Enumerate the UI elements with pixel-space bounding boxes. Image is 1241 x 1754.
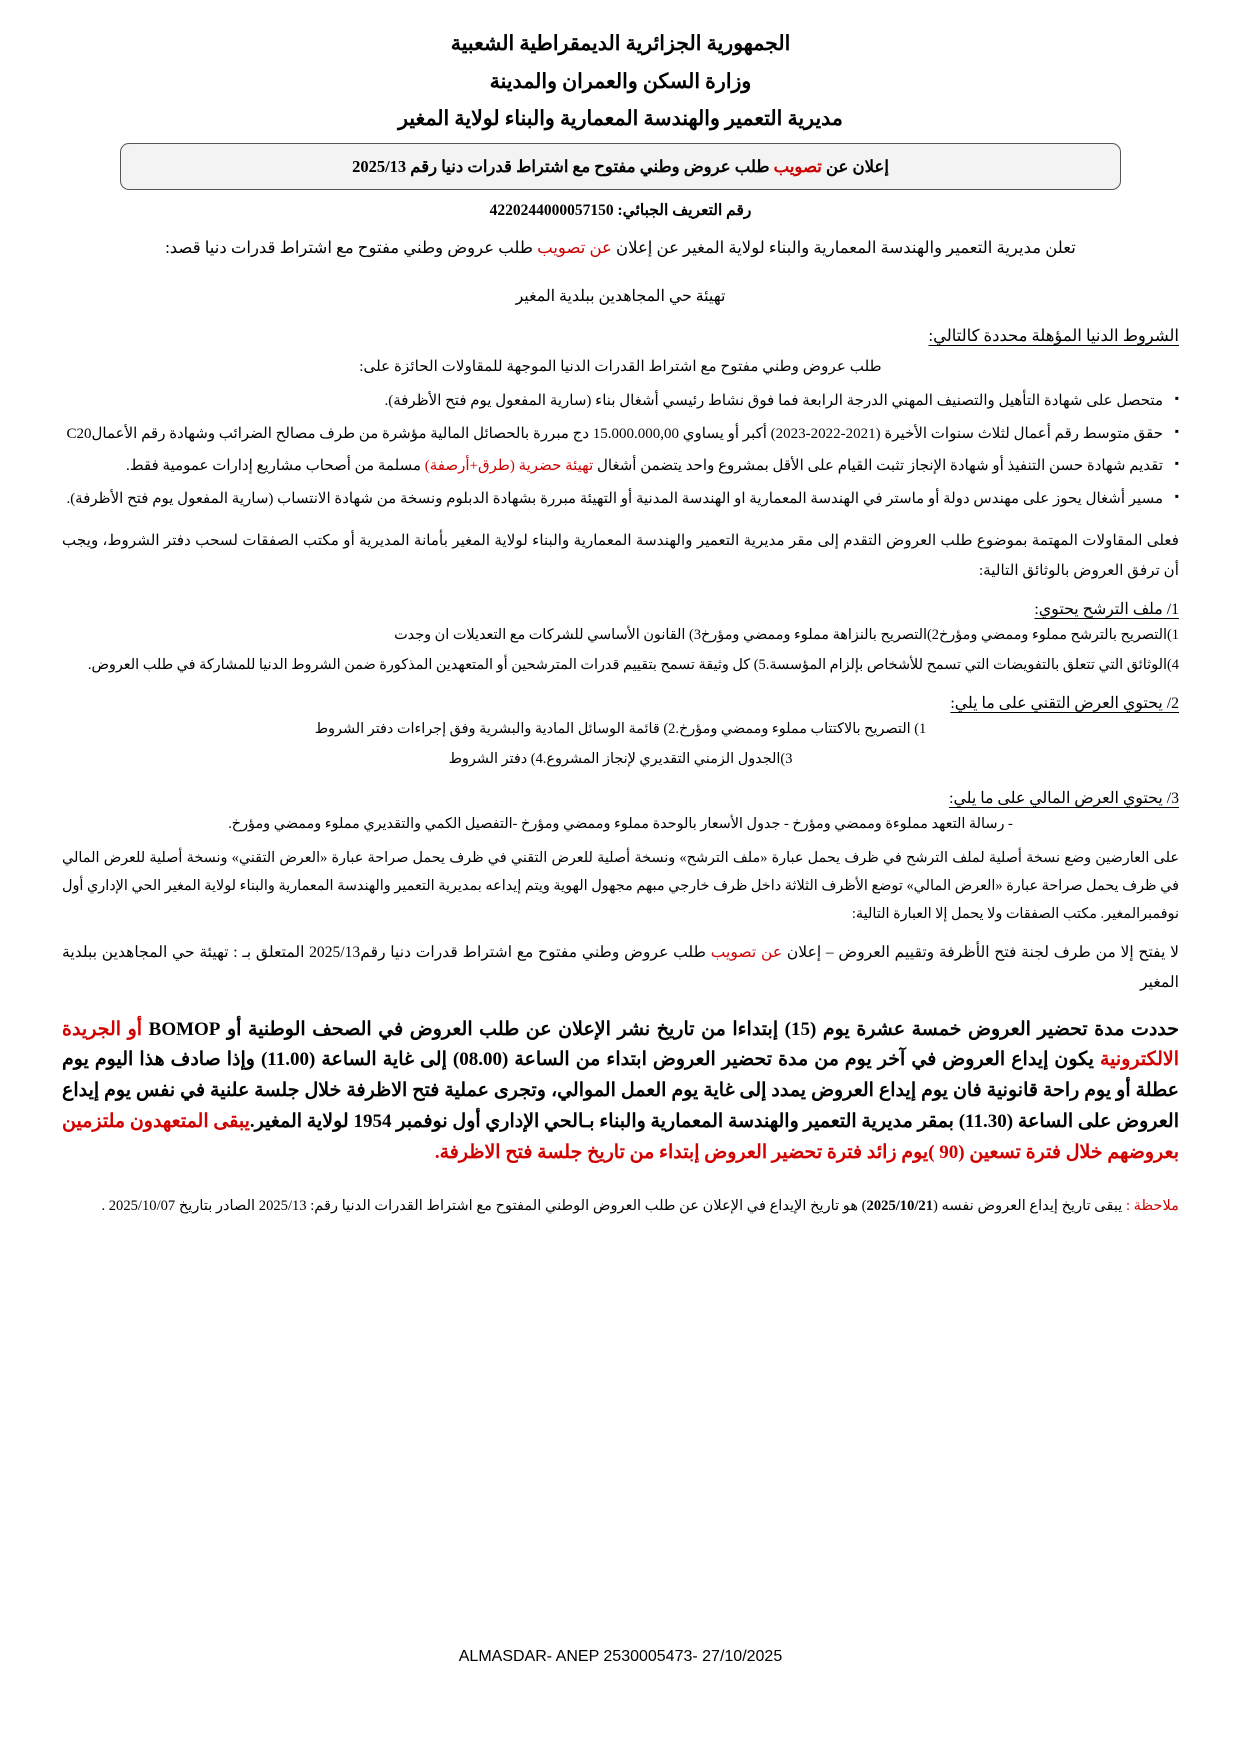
intro-part-2: طلب عروض وطني مفتوح مع اشتراط قدرات دنيا قصد:	[165, 237, 538, 257]
section-1-line-1: 1)التصريح بالترشح مملوء وممضي ومؤرخ2)التصريح بالنزاهة مملوء وممضي ومؤرخ3) القانون الأساسي للشركات مع التعديلات ان وجدت	[394, 627, 1179, 644]
sealed-part-2: طلب عروض وطني مفتوح مع اشتراط قدرات دنيا رقم2025/13 المتعلق بـ : تهيئة حي المجاهدين ببلدية المغير	[62, 943, 1179, 992]
deadline-segment-1: حددت مدة تحضير العروض خمسة عشرة يوم (15) إبتداءا من تاريخ نشر الإعلان عن طلب العروض في الصحف الوطنية أو	[220, 1018, 1180, 1040]
section-3-heading: 3/ يحتوي العرض المالي على ما يلي:	[949, 789, 1179, 807]
envelopes-paragraph: على العارضين وضع نسخة أصلية لملف الترشح في ظرف يحمل عبارة «ملف الترشح» ونسخة أصلية للعرض التقني في ظرف يحمل صراحة عبارة «العرض التقني» ونسخة أصلية للعرض المالي في ظرف يحمل صراحة عبارة «العرض المالي» توضع الأظرف الثلاثة داخل ظرف خارجي مبهم مجهول الهوية ويتم إيداعه بمديرية التعمير والهندسة المعمارية والبناء لولاية المغير الحي الإداري أول نوفمبرالمغير. مكتب الصفقات ولا يحمل إلا العبارة التالية:	[62, 849, 1179, 922]
section-2-line-2: 3)الجدول الزمني التقديري لإنجاز المشروع.4) دفتر الشروط	[448, 751, 793, 768]
document-header	[62, 28, 1179, 130]
section-2-line-1: 1) التصريح بالاكتتاب مملوء وممضي ومؤرخ.2) قائمة الوسائل المادية والبشرية وفق إجراءات دفتر الشروط	[314, 721, 927, 738]
electronic-journal-highlight: أو الجريدة الالكترونية	[62, 1018, 1179, 1071]
intro-highlight-correction: عن تصويب	[537, 237, 612, 257]
deadline-segment-3: يكون إيداع العروض في آخر يوم من مدة تحضير العروض ابتداء من الساعة (08.00) إلى غاية الساعة (11.00) وإذا صادف هذا اليوم يوم عطلة أو يوم راحة قانونية فان يوم إيداع العروض يمدد إلى غاية يوم العمل الموالي، وتجرى عملية فتح الاظرفة خلال جلسة علنية في نفس يوم إيداع العروض على الساعة (11.30) بمقر مديرية التعمير والهندسة المعمارية والبناء بـالحي الإداري أول نوفمبر 1954 لولاية المغير.	[62, 1049, 1180, 1132]
bid-validity-highlight: يبقى المتعهدون ملتزمين بعروضهم خلال فترة تسعين (90 )يوم زائد فترة تحضير العروض إبتداء من تاريخ جلسة فتح الاظرفة.	[62, 1110, 1179, 1163]
list-item	[62, 420, 1179, 449]
withdraw-paragraph: فعلى المقاولات المهتمة بموضوع طلب العروض التقدم إلى مقر مديرية التعمير والهندسة المعمارية والبناء لولاية المغير بأمانة المديرية أو مكتب الصفقات لسحب دفتر الشروط، ويجب أن ترفق العروض بالوثائق التالية:	[62, 531, 1179, 579]
intro-paragraph	[62, 231, 1179, 264]
note-paragraph	[62, 1193, 1179, 1221]
condition-text-pre: تقديم شهادة حسن التنفيذ أو شهادة الإنجاز تثبت القيام على الأقل بمشروع واحد يتضمن أشغال	[593, 458, 1163, 475]
list-item	[62, 485, 1179, 514]
title-suffix: طلب عروض وطني مفتوح مع اشتراط قدرات دنيا رقم 2025/13	[352, 156, 774, 176]
section-2-heading: 2/ يحتوي العرض التقني على ما يلي:	[950, 695, 1179, 713]
title-prefix: إعلان عن	[821, 156, 889, 176]
condition-text: حقق متوسط رقم أعمال لثلاث سنوات الأخيرة (2021-2022-2023) أكبر أو يساوي 15.000.000,00 دج مبررة بالحصائل المالية مؤشرة من طرف مصالح الضرائب وشهادة رقم الأعمالC20	[66, 425, 1163, 442]
section-1-line-2: 4)الوثائق التي تتعلق بالتفويضات التي تسمح للأشخاص بإلزام المؤسسة.5) كل وثيقة تسمح بتقييم قدرات المترشحين أو المتعهدين المذكورة ضمن الشروط الدنيا للمشاركة في طلب العروض.	[87, 657, 1179, 674]
sealed-envelope-phrase	[62, 938, 1179, 999]
title-highlight-correction: تصويب	[773, 156, 822, 176]
conditions-list	[62, 387, 1179, 514]
conditions-subheading: طلب عروض وطني مفتوح مع اشتراط القدرات الدنيا الموجهة للمقاولات الحائزة على:	[359, 357, 882, 375]
note-text-1: يبقى تاريخ إيداع العروض نفسه (	[933, 1197, 1126, 1214]
intro-part-1: تعلن مديرية التعمير والهندسة المعمارية والبناء لولاية المغير عن إعلان	[611, 237, 1076, 257]
sealed-part-1: لا يفتح إلا من طرف لجنة فتح الأظرفة وتقييم العروض – إعلان	[782, 943, 1179, 961]
tax-identification-number: رقم التعريف الجبائي: 4220244000057150	[489, 201, 752, 219]
condition-text-post: مسلمة من أصحاب مشاريع إدارات عمومية فقط.	[126, 458, 425, 475]
footer-reference: ALMASDAR- ANEP 2530005473- 27/10/2025	[458, 1648, 783, 1665]
list-item	[62, 452, 1179, 481]
condition-highlight-urban-development: تهيئة حضرية (طرق+أرصفة)	[424, 458, 594, 475]
header-line-republic: الجمهورية الجزائرية الديمقراطية الشعبية	[450, 33, 791, 55]
list-item	[62, 387, 1179, 416]
note-label: ملاحظة :	[1125, 1197, 1179, 1214]
section-1-heading: 1/ ملف الترشح يحتوي:	[1034, 601, 1179, 619]
condition-text: مسير أشغال يحوز على مهندس دولة أو ماستر في الهندسة المعمارية او الهندسة المدنية أو التهيئة مبررة بشهادة الدبلوم ونسخة من شهادة الانتساب (سارية المفعول يوم فتح الأظرفة).	[66, 491, 1163, 508]
conditions-heading: الشروط الدنيا المؤهلة محددة كالتالي:	[928, 325, 1179, 345]
project-purpose: تهيئة حي المجاهدين ببلدية المغير	[515, 287, 726, 305]
sealed-highlight-correction: عن تصويب	[710, 943, 783, 961]
announcement-title-box	[120, 143, 1121, 190]
note-text-2: ) هو تاريخ الإيداع في الإعلان عن طلب العروض الوطني المفتوح مع اشتراط القدرات الدنيا رقم: 2025/13 الصادر بتاريخ 2025/10/07 .	[101, 1197, 867, 1214]
header-line-ministry: وزارة السكن والعمران والمدينة	[489, 70, 752, 93]
note-deposit-date: 2025/10/21	[866, 1197, 934, 1214]
deadline-paragraph	[62, 1015, 1179, 1169]
section-3-line-1: - رسالة التعهد مملوءة وممضي ومؤرخ - جدول الأسعار بالوحدة مملوء وممضي ومؤرخ -التفصيل الكمي والتقديري مملوء وممضي ومؤرخ.	[228, 815, 1013, 832]
bomop-label: BOMOP	[148, 1018, 221, 1040]
condition-text: متحصل على شهادة التأهيل والتصنيف المهني الدرجة الرابعة فما فوق نشاط رئيسي أشغال بناء (سارية المفعول يوم فتح الأظرفة).	[384, 392, 1163, 409]
header-line-directorate: مديرية التعمير والهندسة المعمارية والبناء لولاية المغير	[398, 108, 843, 130]
